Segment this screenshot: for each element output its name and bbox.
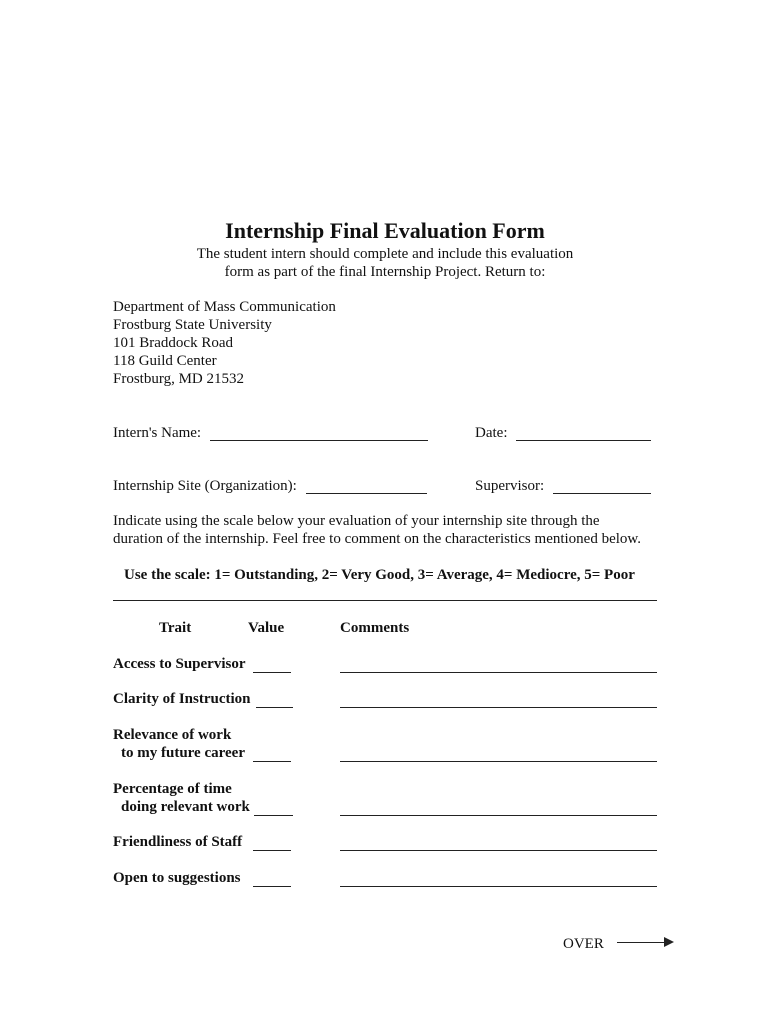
trait-label-continued: doing relevant work: [121, 799, 250, 815]
date-field[interactable]: [516, 422, 651, 441]
over-label: OVER: [563, 936, 604, 952]
comment-field[interactable]: [340, 833, 657, 851]
trait-label: Percentage of time: [113, 781, 232, 797]
date-label: Date:: [475, 425, 508, 441]
address-line-department: Department of Mass Communication: [113, 299, 336, 315]
internship-site-field[interactable]: [306, 475, 427, 494]
value-field[interactable]: [254, 798, 293, 816]
value-field[interactable]: [253, 655, 291, 673]
rating-scale: Use the scale: 1= Outstanding, 2= Very Good, 3= Average, 4= Mediocre, 5= Poor: [124, 567, 635, 583]
arrow-shaft: [617, 942, 665, 943]
supervisor-field[interactable]: [553, 475, 651, 494]
instruction-line-2: form as part of the final Internship Project. Return to:: [224, 264, 546, 280]
instruction-line-1: The student intern should complete and include this evaluation: [196, 246, 574, 262]
trait-header: Trait: [159, 620, 192, 636]
supervisor-label: Supervisor:: [475, 478, 545, 494]
value-field[interactable]: [256, 690, 293, 708]
address-line-city: Frostburg, MD 21532: [113, 371, 244, 387]
comment-field[interactable]: [340, 690, 657, 708]
comments-header: Comments: [340, 620, 410, 636]
page-title: Internship Final Evaluation Form: [225, 218, 545, 243]
trait-label-continued: to my future career: [121, 745, 245, 761]
trait-label: Open to suggestions: [113, 870, 241, 886]
arrow-head: [664, 937, 674, 947]
scale-divider: [113, 600, 657, 601]
comment-field[interactable]: [340, 655, 657, 673]
address-line-street: 101 Braddock Road: [113, 335, 233, 351]
comment-field[interactable]: [340, 869, 657, 887]
trait-label: Friendliness of Staff: [113, 834, 243, 850]
value-field[interactable]: [253, 833, 291, 851]
intern-name-field[interactable]: [210, 422, 428, 441]
directions-line-2: duration of the internship. Feel free to comment on the characteristics mentioned below.: [113, 531, 642, 547]
intern-name-label: Intern's Name:: [113, 425, 202, 441]
trait-label: Clarity of Instruction: [113, 691, 251, 707]
comment-field[interactable]: [340, 744, 657, 762]
value-field[interactable]: [253, 869, 291, 887]
internship-site-label: Internship Site (Organization):: [113, 478, 297, 494]
address-line-university: Frostburg State University: [113, 317, 272, 333]
value-field[interactable]: [253, 744, 291, 762]
address-line-building: 118 Guild Center: [113, 353, 217, 369]
directions-line-1: Indicate using the scale below your evaluation of your internship site through the: [113, 513, 600, 529]
comment-field[interactable]: [340, 798, 657, 816]
value-header: Value: [248, 620, 285, 636]
trait-label: Relevance of work: [113, 727, 232, 743]
trait-label: Access to Supervisor: [113, 656, 246, 672]
